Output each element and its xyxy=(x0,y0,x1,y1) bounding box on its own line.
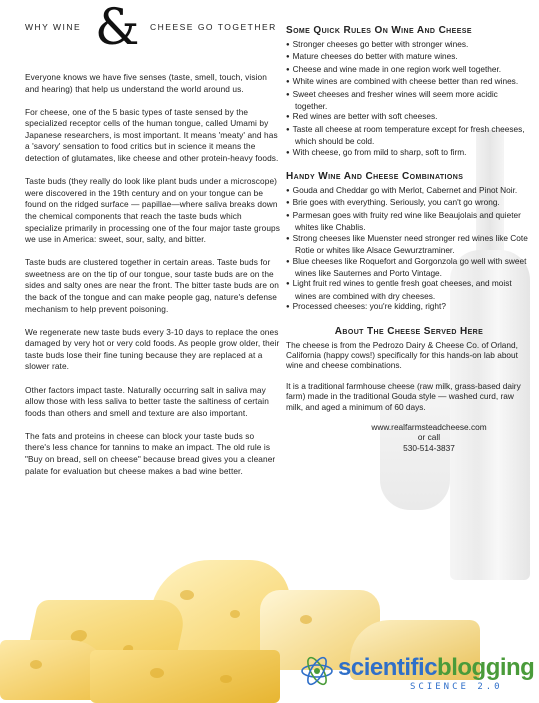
body-paragraph: Taste buds are clustered together in certain areas. Taste buds for sweetness are on the tip of our tongue, sour taste buds are on the sides and salty ones are near the front. The bitter taste buds are on the back of the tongue and can make people gag, nature's defense mechanism to help prevent poisoning. xyxy=(25,257,279,314)
combinations-list xyxy=(286,185,532,313)
list-item: ● Parmesan goes with fruity red wine like Beaujolais and quieter whites like Chablis. xyxy=(286,210,532,233)
list-item: ● Blue cheeses like Roquefort and Gorgonzola go well with sweet wines like Sauternes and Porto Vintage. xyxy=(286,256,532,279)
list-item: ● Light fruit red wines to gentle fresh goat cheeses, and moist wines are combined with dry cheeses. xyxy=(286,278,532,301)
cheese-image xyxy=(90,650,280,703)
left-column xyxy=(25,72,280,489)
rules-list xyxy=(286,39,532,159)
about-paragraph: The cheese is from the Pedrozo Dairy & Cheese Co. of Orland, California (happy cows!) specifically for this hands-on lab about wine and cheese combinations. xyxy=(286,339,518,371)
list-item: ● White wines are combined with cheese better than red wines. xyxy=(286,76,532,88)
list-item: ● Brie goes with everything. Seriously, you can't go wrong. xyxy=(286,197,532,209)
list-item: ● Mature cheeses do better with mature wines. xyxy=(286,51,532,63)
body-paragraph: Everyone knows we have five senses (taste, smell, touch, vision and hearing) that help us understand the world around us. xyxy=(25,72,267,94)
header-left-text: WHY WINE xyxy=(25,22,82,32)
body-paragraph: The fats and proteins in cheese can block your taste buds so there's less chance for tannins to make an impact. The old rule is "Buy on bread, sell on cheese" because bread gives you a cleaner palate for evaluation but cheese makes a bad wine better. xyxy=(25,430,276,476)
rules-title: Some Quick Rules On Wine And Cheese xyxy=(286,25,472,36)
list-item: ● Cheese and wine made in one region work well together. xyxy=(286,64,532,76)
body-paragraph: For cheese, one of the 5 basic types of taste sensed by the specialized receptor cells of the human tongue, called Umami by Japanese researchers, is most important. It means 'meaty' and has a 'savory' sensation to food critics but in science it means the detection of glutamates, like cheese and other protein-heavy foods. xyxy=(25,106,279,164)
list-item: ● Stronger cheeses go better with stronger wines. xyxy=(286,39,532,51)
logo-wordmark xyxy=(338,654,534,682)
logo-word-blogging: blogging xyxy=(437,654,535,681)
body-paragraph: We regenerate new taste buds every 3-10 days to replace the ones damaged by very hot or very cold foods. As people grow older, their taste buds lose their fine tuning because they are replaced at a slower rate. xyxy=(25,326,280,372)
body-paragraph: Other factors impact taste. Naturally occurring salt in saliva may allow those with less saliva to better taste the saltiness of certain foods than others and smell and texture are also important. xyxy=(25,384,269,418)
list-item: ● Strong cheeses like Muenster need stronger red wines like Cote Rotie or whites like Alsace Gewurztraminer. xyxy=(286,233,532,256)
list-item: ● Taste all cheese at room temperature except for fresh cheeses, which should be cold. xyxy=(286,124,532,147)
atom-icon xyxy=(300,654,334,688)
contact-block xyxy=(326,422,532,453)
list-item: ● Red wines are better with soft cheeses. xyxy=(286,111,532,123)
list-item: ● Gouda and Cheddar go with Merlot, Cabernet and Pinot Noir. xyxy=(286,185,532,197)
about-title: About The Cheese Served Here xyxy=(334,325,484,337)
list-item: ● With cheese, go from mild to sharp, soft to firm. xyxy=(286,147,532,159)
body-paragraph: Taste buds (they really do look like plant buds under a microscope) were discovered in the 19th century and on your tongue can be found on the ridged surface — papillae—where saliva breaks down the chemical components that reach the taste buds which specialize primarily in processing one of the four major taste groups we use in America: sweet, sour, salty, and bitter. xyxy=(25,176,281,245)
combinations-title: Handy Wine And Cheese Combinations xyxy=(286,171,464,183)
about-paragraph: It is a traditional farmhouse cheese (raw milk, grass-based dairy farm) made in the traditional Gouda style — washed curd, raw milk, and aged a minimum of 60 days. xyxy=(286,380,521,412)
logo-word-scientific: scientific xyxy=(338,654,438,681)
list-item: ● Sweet cheeses and fresher wines will seem more acidic together. xyxy=(286,89,532,112)
logo-subtitle: SCIENCE 2.0 xyxy=(410,682,503,692)
scientific-blogging-logo xyxy=(300,654,535,694)
phone-number: 530-514-3837 xyxy=(403,442,455,453)
website-link[interactable]: www.realfarmsteadcheese.com xyxy=(371,421,487,432)
or-call-text: or call xyxy=(417,432,441,443)
right-column xyxy=(286,25,532,453)
header-right-text: CHEESE GO TOGETHER xyxy=(150,22,277,32)
header-ampersand: & xyxy=(95,0,140,56)
list-item: ● Processed cheeses: you're kidding, right? xyxy=(286,301,532,313)
